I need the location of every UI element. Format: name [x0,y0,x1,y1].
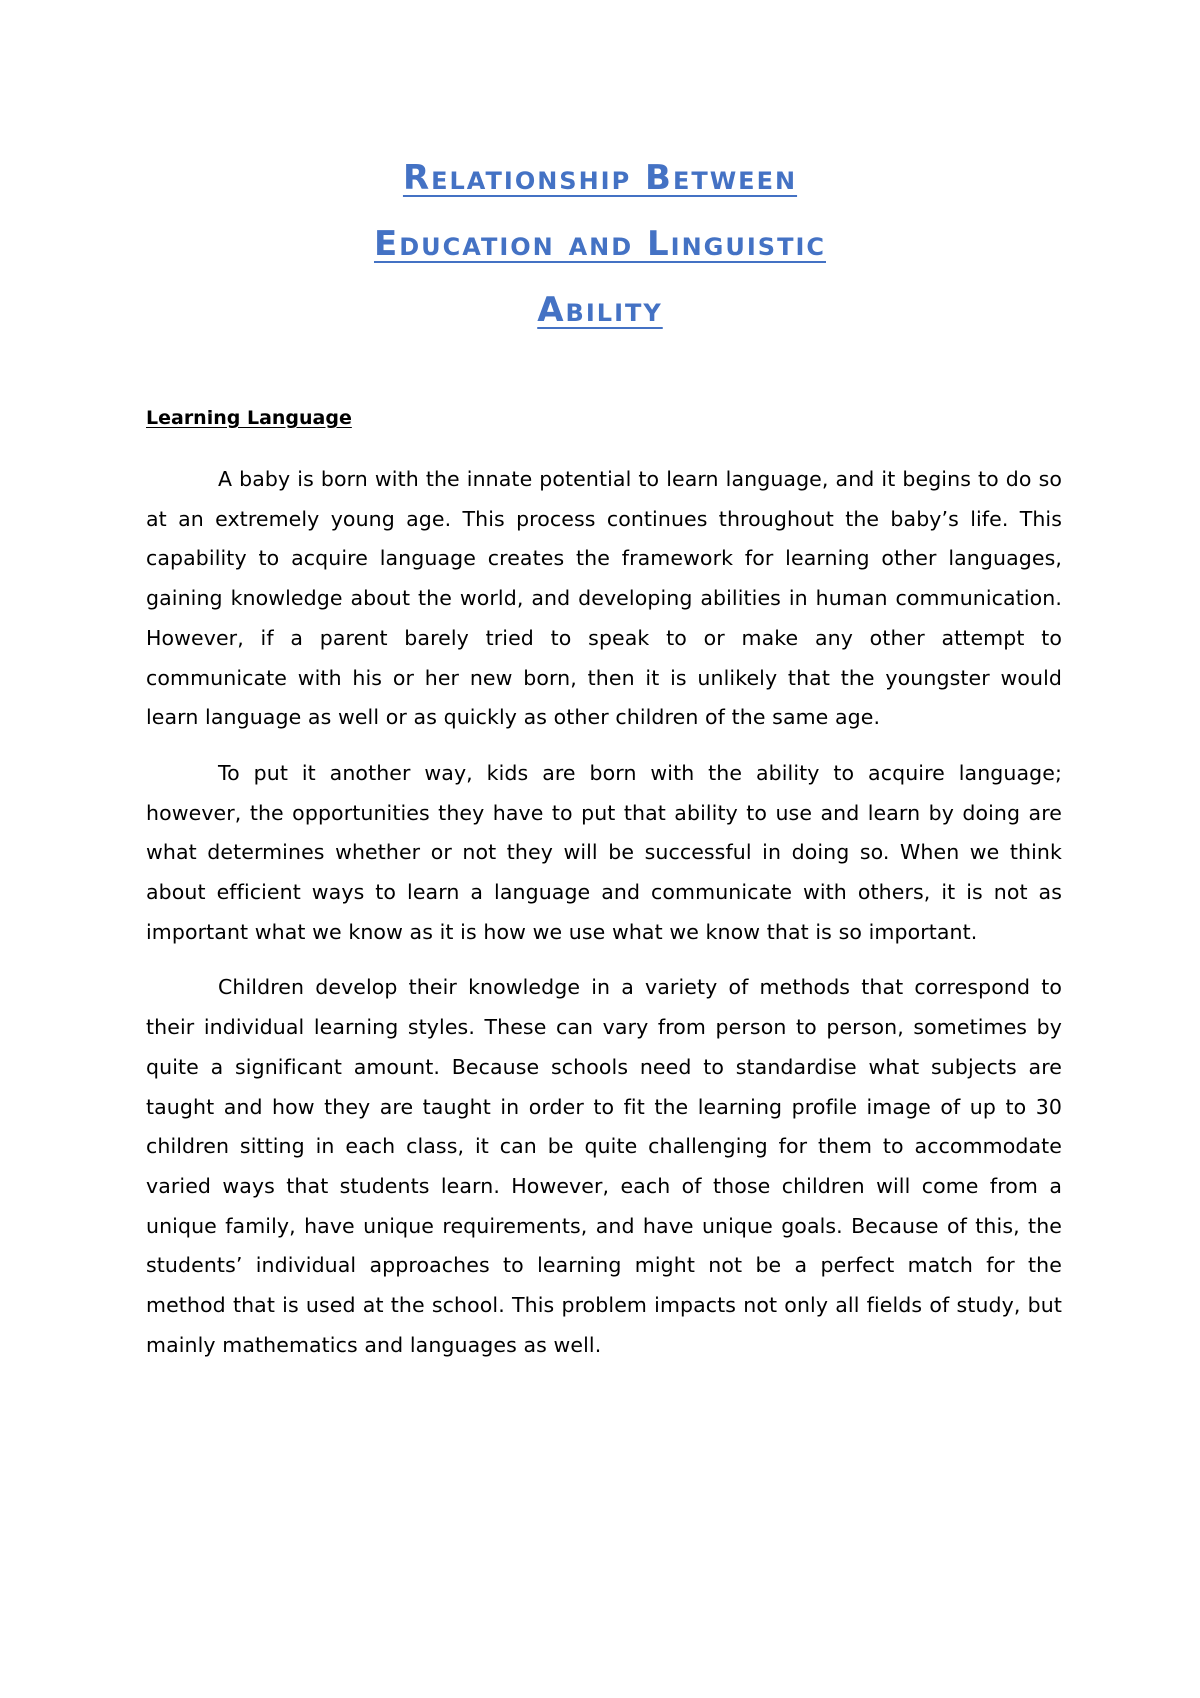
body-text [146,460,1062,1381]
paragraph-2: To put it another way, kids are born with the ability to acquire language; however, the opportunities they have to put that ability to use and learn by doing are what determines whether or not they will be successful in doing so. When we think about efficient ways to learn a language and communicate with others, it is not as important what we know as it is how we use what we know that is so important. [146,760,1062,944]
section-heading: Learning Language [146,407,352,429]
title-line-1: Relationship Between [402,158,798,198]
document-title [146,145,1054,343]
title-line-3: Ability [537,290,663,330]
paragraph-1: A baby is born with the innate potential to learn language, and it begins to do so at an extremely young age. This process continues throughout the baby’s life. This capability to acquire language creates the framework for learning other languages, gaining knowledge about the world, and developing abilities in human communication. However, if a parent barely tried to speak to or make any other attempt to communicate with his or her new born, then it is unlikely that the youngster would learn language as well or as quickly as other children of the same age. [146,467,1062,730]
title-line-2: Education and Linguistic [373,224,826,264]
paragraph-3: Children develop their knowledge in a variety of methods that correspond to their individual learning styles. These can vary from person to person, sometimes by quite a significant amount. Because schools need to standardise what subjects are taught and how they are taught in order to fit the learning profile image of up to 30 children sitting in each class, it can be quite challenging for them to accommodate varied ways that students learn. However, each of those children will come from a unique family, have unique requirements, and have unique goals. Because of this, the students’ individual approaches to learning might not be a perfect match for the method that is used at the school. This problem impacts not only all fields of study, but mainly mathematics and languages as well. [146,975,1062,1357]
